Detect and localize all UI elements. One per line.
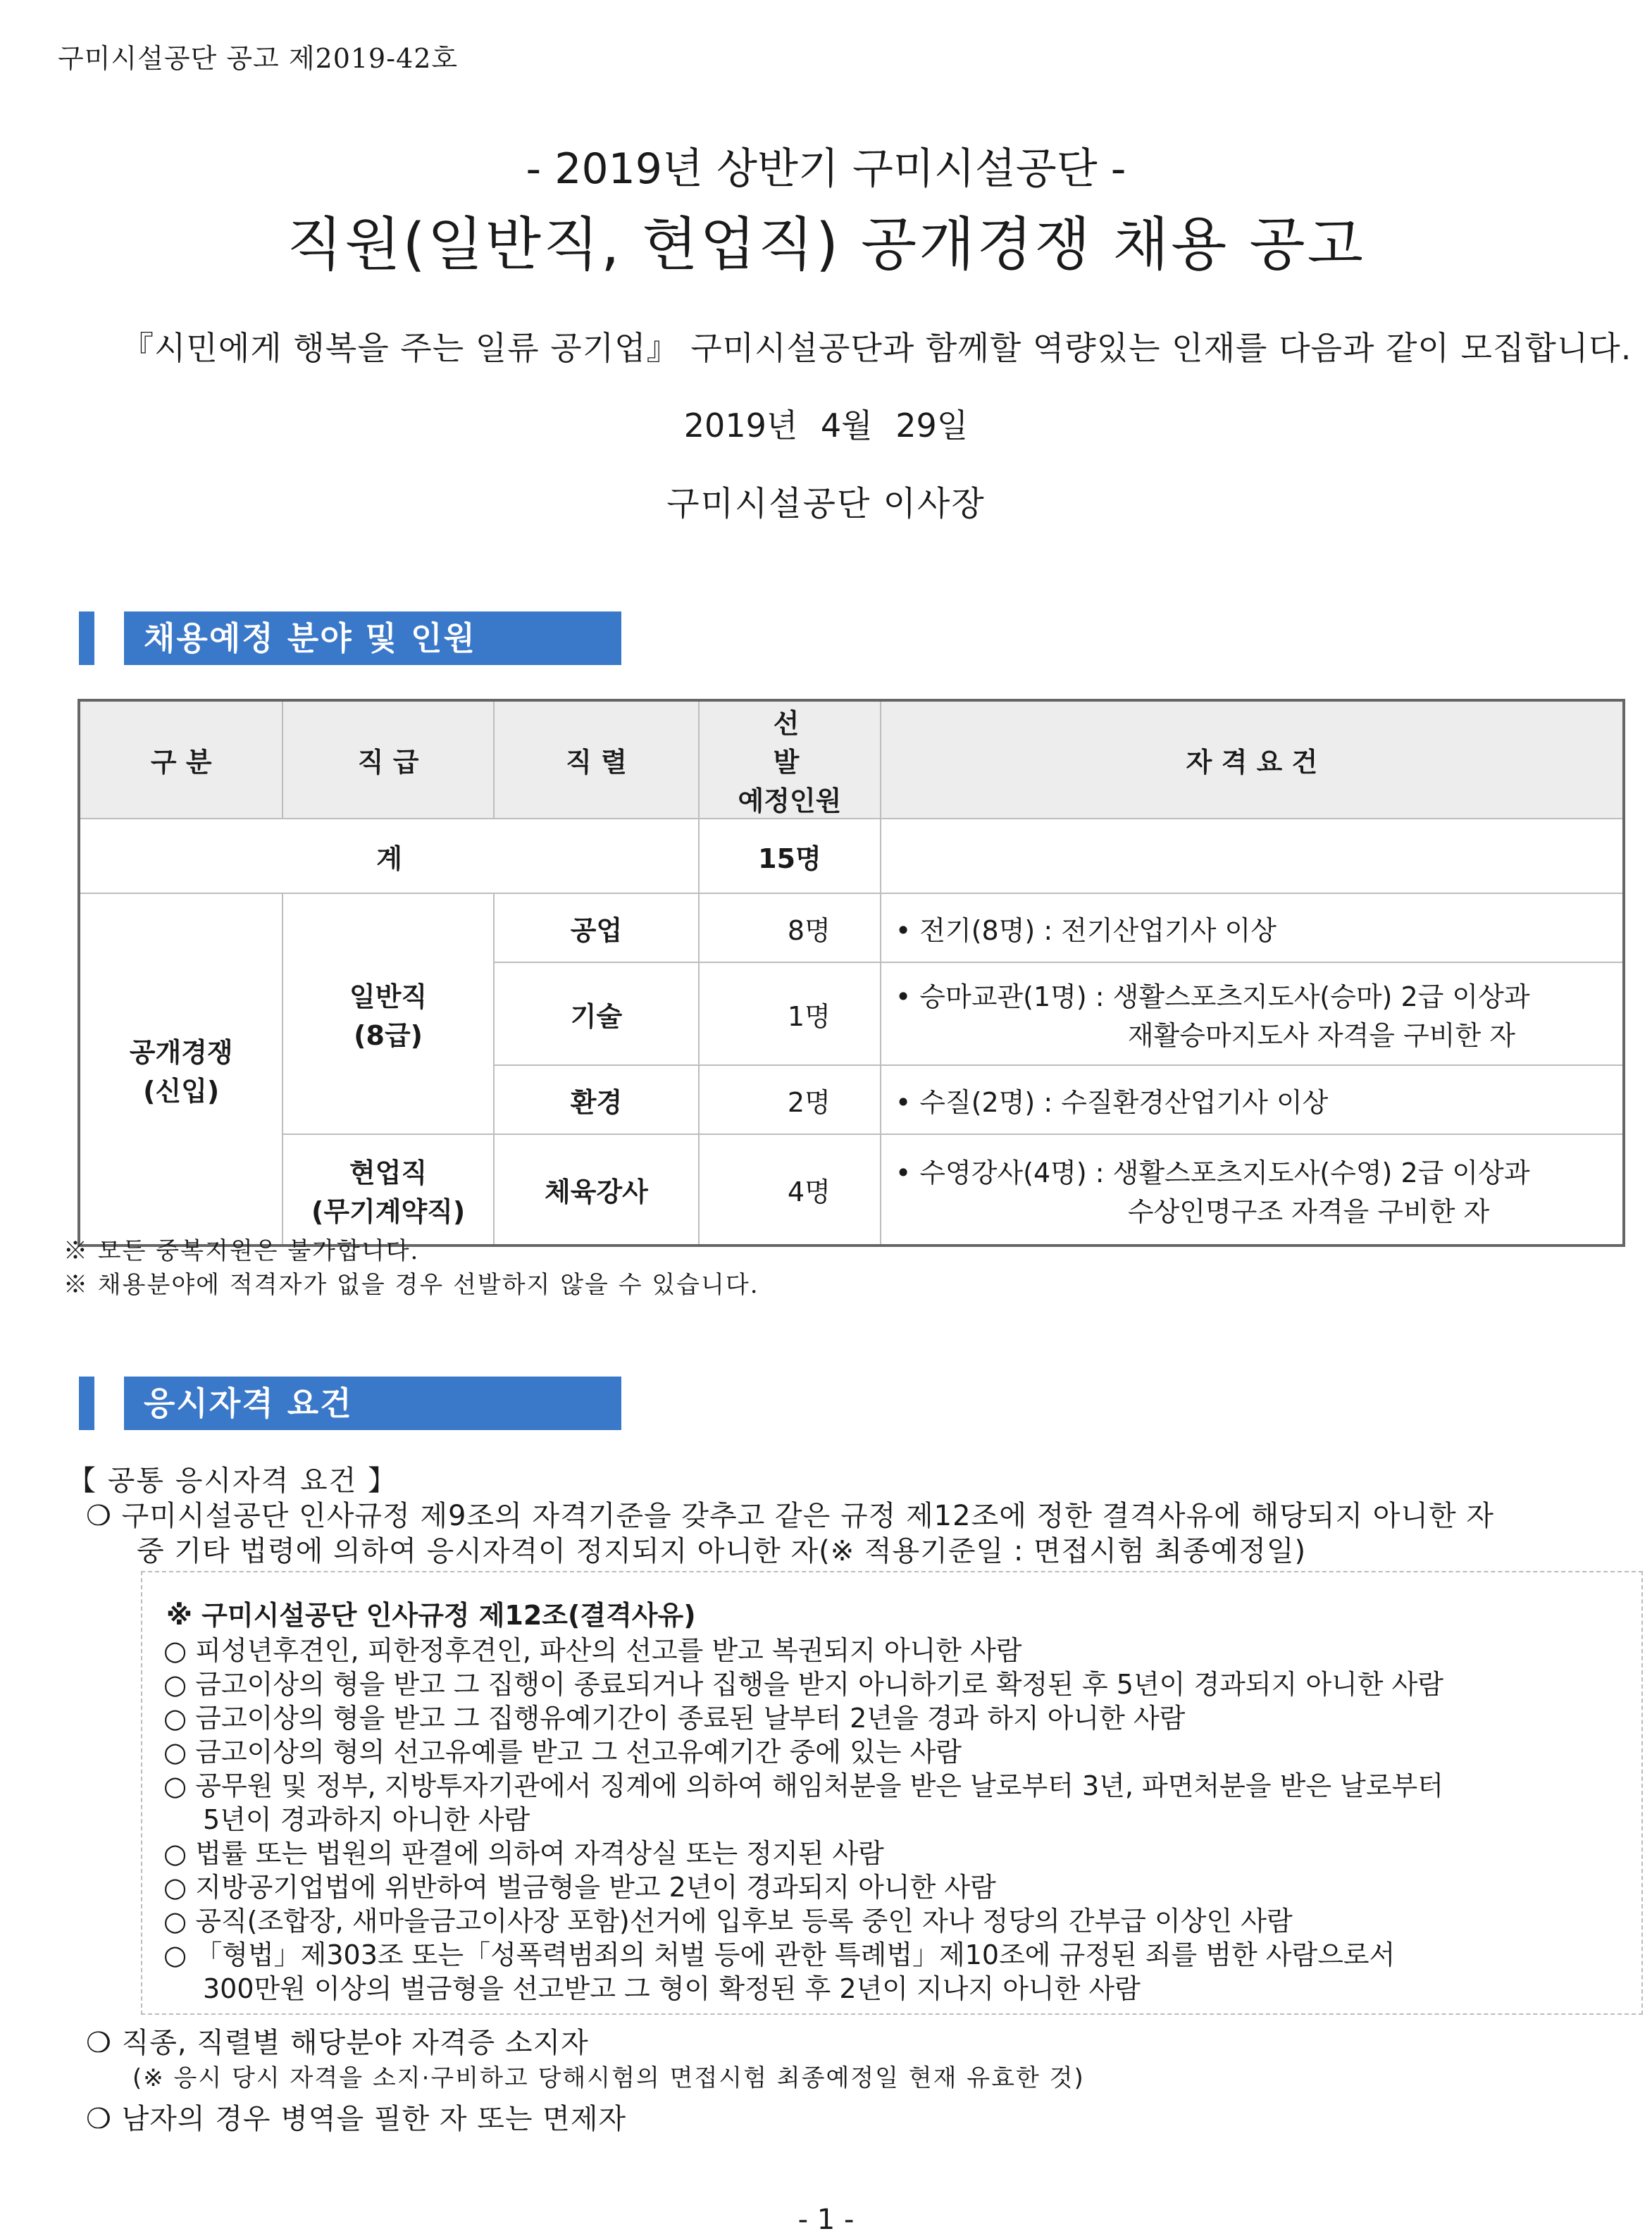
requirement-text: • 수영강사(4명) : 생활스포츠지도사(수영) 2급 이상과 <box>895 1157 1530 1188</box>
field-grade-cell <box>282 1134 493 1246</box>
header-grade: 직 급 <box>282 700 493 819</box>
count-cell: 2명 <box>699 1065 881 1134</box>
note-duplicate: ※ 모든 중복지원은 불가합니다. <box>63 1237 420 1265</box>
general-grade-cell <box>282 893 493 1134</box>
table-header-row <box>79 700 1624 819</box>
disqualification-item: ○ 금고이상의 형을 받고 그 집행이 종료되거나 집행을 받지 아니하기로 확정된 후 5년이 경과되지 아니한 사람 <box>163 1669 1443 1700</box>
disqualification-item: ○ 지방공기업법에 위반하여 벌금형을 받고 2년이 경과되지 아니한 사람 <box>163 1872 996 1903</box>
count-cell: 8명 <box>699 893 881 962</box>
group-cell <box>79 893 282 1246</box>
total-row <box>79 819 1624 893</box>
page-title: 직원(일반직, 현업직) 공개경쟁 채용 공고 <box>287 211 1365 278</box>
field-sub: (무기계약직) <box>311 1195 466 1227</box>
issuer: 구미시설공단 이사장 <box>666 484 986 523</box>
table-row <box>79 893 1624 962</box>
requirement-item-note: (※ 응시 당시 자격을 소지·구비하고 당해시험의 면접시험 최종예정일 현재 유효한 것) <box>132 2064 1085 2092</box>
general-label: 일반직 <box>349 981 428 1012</box>
series-cell: 환경 <box>494 1065 699 1134</box>
series-cell: 공업 <box>494 893 699 962</box>
section-marker <box>79 611 94 665</box>
requirement-text: • 승마교관(1명) : 생활스포츠지도사(승마) 2급 이상과 <box>895 981 1530 1012</box>
header-count-line1: 선 발 <box>773 708 835 778</box>
disqualification-item: ○ 「형법」제303조 또는「성폭력범죄의 처벌 등에 관한 특례법」제10조에 규정된 죄를 범한 사람으로서 <box>163 1939 1396 1970</box>
notice-number: 구미시설공단 공고 제2019-42호 <box>58 43 459 74</box>
count-cell: 1명 <box>699 962 881 1065</box>
title-line-1: - 2019년 상반기 구미시설공단 - <box>526 144 1126 194</box>
note-no-selection: ※ 채용분야에 적격자가 없을 경우 선발하지 않을 수 있습니다. <box>63 1271 759 1299</box>
disqualification-title: ※ 구미시설공단 인사규정 제12조(결격사유) <box>166 1600 696 1631</box>
disqualification-item-cont: 5년이 경과하지 아니한 사람 <box>203 1804 530 1835</box>
field-label: 현업직 <box>349 1157 428 1188</box>
disqualification-item: ○ 금고이상의 형의 선고유예를 받고 그 선고유예기간 중에 있는 사람 <box>163 1737 962 1768</box>
common-requirements-header: 【 공통 응시자격 요건 】 <box>68 1465 397 1497</box>
disqualification-item: ○ 금고이상의 형을 받고 그 집행유예기간이 종료된 날부터 2년을 경과 하지 아니한 사람 <box>163 1703 1186 1734</box>
requirement-text: • 전기(8명) : 전기산업기사 이상 <box>895 914 1277 946</box>
requirement-cell <box>881 1134 1624 1246</box>
requirement-item: ❍ 구미시설공단 인사규정 제9조의 자격기준을 갖추고 같은 규정 제12조에 정한 결격사유에 해당되지 아니한 자 <box>86 1500 1495 1532</box>
intro-text: 『시민에게 행복을 주는 일류 공기업』 구미시설공단과 함께할 역량있는 인재를 다음과 같이 모집합니다. <box>121 329 1632 367</box>
count-cell: 4명 <box>699 1134 881 1246</box>
requirement-item: ❍ 남자의 경우 병역을 필한 자 또는 면제자 <box>86 2103 627 2135</box>
requirement-text-cont: 수상인명구조 자격을 구비한 자 <box>1127 1195 1490 1227</box>
page-number: - 1 - <box>797 2204 855 2236</box>
recruitment-table <box>77 699 1625 1247</box>
disqualification-item: ○ 공무원 및 정부, 지방투자기관에서 징계에 의하여 해임처분을 받은 날로부터 3년, 파면처분을 받은 날로부터 <box>163 1770 1443 1801</box>
requirement-item-cont: 중 기타 법령에 의하여 응시자격이 정지되지 아니한 자(※ 적용기준일 : 면접시험 최종예정일) <box>137 1535 1307 1567</box>
header-count-line2: 예정인원 <box>738 785 842 816</box>
header-requirements: 자 격 요 건 <box>881 700 1624 819</box>
header-series: 직 렬 <box>494 700 699 819</box>
disqualification-item: ○ 법률 또는 법원의 판결에 의하여 자격상실 또는 정지된 사람 <box>163 1838 884 1869</box>
series-cell: 기술 <box>494 962 699 1065</box>
requirement-cell <box>881 1065 1624 1134</box>
series-cell: 체육강사 <box>494 1134 699 1246</box>
total-label: 계 <box>79 819 699 893</box>
header-category: 구 분 <box>79 700 282 819</box>
disqualification-item-cont: 300만원 이상의 벌금형을 선고받고 그 형이 확정된 후 2년이 지나지 아니한 사람 <box>203 1973 1141 2004</box>
section-marker <box>79 1377 94 1430</box>
table-row <box>79 1134 1624 1246</box>
group-label: 공개경쟁 <box>129 1036 233 1068</box>
notice-date: 2019년 4월 29일 <box>683 406 969 445</box>
requirement-text: • 수질(2명) : 수질환경산업기사 이상 <box>895 1086 1329 1118</box>
requirement-cell <box>881 893 1624 962</box>
requirement-text-cont: 재활승마지도사 자격을 구비한 자 <box>1127 1020 1515 1051</box>
disqualification-item: ○ 공직(조합장, 새마을금고이사장 포함)선거에 입후보 등록 중인 자나 정당의 간부급 이상인 사람 <box>163 1906 1293 1937</box>
disqualification-item: ○ 피성년후견인, 피한정후견인, 파산의 선고를 받고 복권되지 아니한 사람 <box>163 1635 1022 1666</box>
general-sub: (8급) <box>354 1020 423 1051</box>
section-title-recruitment: 채용예정 분야 및 인원 <box>124 611 621 665</box>
group-sub: (신입) <box>143 1075 220 1107</box>
section-title-eligibility: 응시자격 요건 <box>124 1377 621 1430</box>
requirement-item: ❍ 직종, 직렬별 해당분야 자격증 소지자 <box>86 2027 589 2059</box>
requirement-cell <box>881 962 1624 1065</box>
total-value: 15명 <box>699 819 881 893</box>
total-empty <box>881 819 1624 893</box>
header-count <box>699 700 881 819</box>
